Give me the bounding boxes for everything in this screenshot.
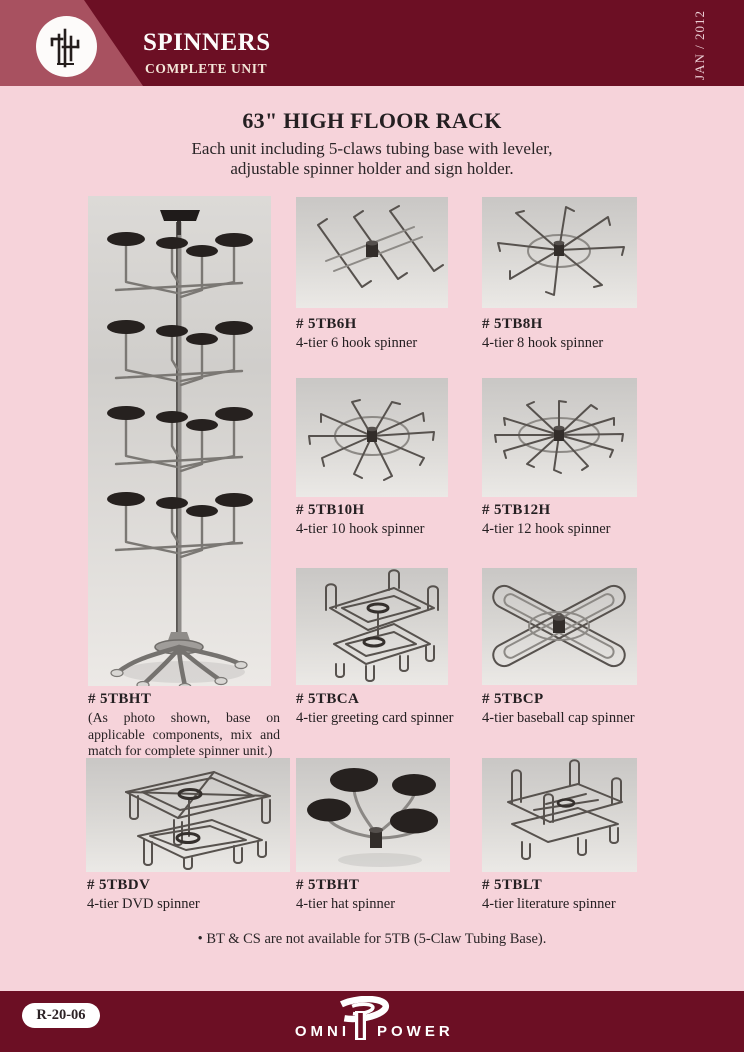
product-photo-5tbdv bbox=[86, 758, 290, 872]
product-caption bbox=[482, 691, 635, 727]
product-desc: 4-tier 12 hook spinner bbox=[482, 521, 611, 537]
product-desc: 4-tier 8 hook spinner bbox=[482, 335, 604, 351]
product-desc: 4-tier 10 hook spinner bbox=[296, 521, 425, 537]
reference-badge: R-20-06 bbox=[22, 1003, 100, 1028]
product-photo-5tb8h bbox=[482, 197, 637, 308]
product-photo-5tb12h bbox=[482, 378, 637, 497]
intro-line-1: Each unit including 5-claws tubing base with leveler, bbox=[191, 139, 553, 158]
product-caption bbox=[296, 877, 395, 913]
featured-note: (As photo shown, base on applicable components, mix and match for complete spinner unit.) bbox=[88, 710, 280, 758]
issue-date: JAN / 2012 bbox=[692, 10, 707, 80]
product-code: # 5TBHT bbox=[296, 877, 360, 893]
product-code: # 5TBDV bbox=[87, 877, 151, 893]
featured-caption bbox=[88, 691, 151, 708]
product-code: # 5TBCP bbox=[482, 691, 544, 707]
product-photo-5tb10h bbox=[296, 378, 448, 497]
product-code: # 5TB8H bbox=[482, 316, 543, 332]
product-caption bbox=[296, 502, 424, 538]
header-subtitle: COMPLETE UNIT bbox=[145, 61, 268, 76]
product-caption bbox=[296, 316, 417, 352]
product-photo-5tbht-spinner bbox=[296, 758, 450, 872]
product-desc: 4-tier DVD spinner bbox=[87, 896, 200, 912]
company-logo bbox=[36, 16, 97, 77]
product-desc: 4-tier greeting card spinner bbox=[296, 710, 454, 726]
product-desc: 4-tier hat spinner bbox=[296, 896, 396, 912]
footer bbox=[0, 991, 744, 1052]
product-code: # 5TB6H bbox=[296, 316, 357, 332]
brand-word-power: POWER bbox=[377, 1023, 454, 1040]
product-photo-5tbca bbox=[296, 568, 448, 685]
product-photo-floor-rack bbox=[88, 196, 271, 686]
product-code: # 5TBHT bbox=[88, 691, 152, 707]
product-caption bbox=[87, 877, 200, 913]
product-caption bbox=[482, 502, 610, 538]
product-photo-5tbcp bbox=[482, 568, 637, 685]
product-caption bbox=[296, 691, 453, 727]
product-caption bbox=[482, 877, 616, 913]
product-caption bbox=[482, 316, 603, 352]
availability-note: • BT & CS are not available for 5TB (5-Claw Tubing Base). bbox=[197, 931, 547, 947]
product-desc: 4-tier literature spinner bbox=[482, 896, 616, 912]
page-title: 63" HIGH FLOOR RACK bbox=[242, 108, 502, 133]
product-desc: 4-tier baseball cap spinner bbox=[482, 710, 635, 726]
header-title: SPINNERS bbox=[143, 29, 271, 56]
product-photo-5tblt bbox=[482, 758, 637, 872]
product-code: # 5TB12H bbox=[482, 502, 551, 518]
product-code: # 5TBCA bbox=[296, 691, 360, 707]
brand-word-omni: OMNI bbox=[294, 1023, 350, 1040]
product-photo-5tb6h bbox=[296, 197, 448, 308]
display-hooks-icon bbox=[48, 26, 86, 68]
intro-line-2: adjustable spinner holder and sign holder. bbox=[230, 159, 514, 178]
product-code: # 5TBLT bbox=[482, 877, 543, 893]
header bbox=[0, 0, 744, 86]
product-desc: 4-tier 6 hook spinner bbox=[296, 335, 418, 351]
product-code: # 5TB10H bbox=[296, 502, 365, 518]
